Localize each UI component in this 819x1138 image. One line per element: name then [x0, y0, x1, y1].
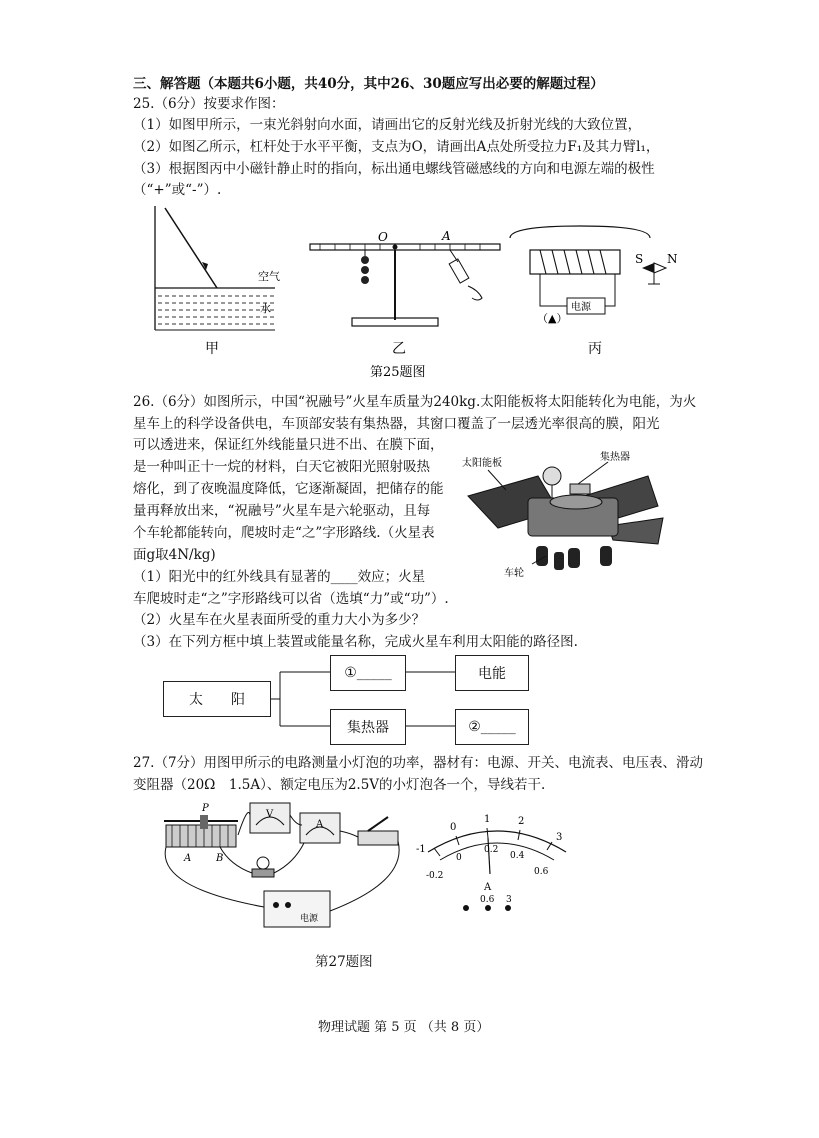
- point-a-label: A: [442, 229, 451, 243]
- section-title: 三、解答题（本题共6小题，共40分，其中26、30题应写出必要的解题过程）: [133, 76, 604, 92]
- rover-figure: [458, 448, 668, 584]
- circuit-power-label: 电源: [300, 914, 319, 924]
- q25-figures: [130, 200, 710, 390]
- q26-line4: 是一种叫正十一烷的材料，白天它被阳光照射吸热: [133, 459, 430, 475]
- dial-inner-neg: -0.2: [426, 871, 444, 881]
- voltmeter-label: V: [266, 809, 274, 820]
- dial-inner-1: 0.2: [484, 845, 499, 855]
- q27-caption: 第27题图: [315, 954, 373, 970]
- fig-bing-label: 丙: [588, 341, 602, 357]
- compass-n-label: N: [667, 252, 678, 266]
- terminal-3: 3: [506, 895, 512, 905]
- wheel-label: 车轮: [504, 568, 524, 579]
- q27-line2: 变阻器（20Ω 1.5A）、额定电压为2.5V的小灯泡各一个，导线若干.: [133, 777, 546, 793]
- slider-p-label: P: [202, 803, 209, 814]
- q25-part2: （2）如图乙所示，杠杆处于水平平衡，支点为O，请画出A点处所受拉力F₁及其力臂l₁，: [133, 139, 660, 155]
- air-label: 空气: [258, 270, 280, 283]
- dial-outer-1: 1: [484, 814, 491, 825]
- q26-line3: 可以透进来，保证红外线能量只进不出、在膜下面，: [133, 437, 444, 453]
- fig-yi-label: 乙: [392, 341, 406, 357]
- rheostat-a-label: A: [184, 853, 192, 864]
- q26-line1: 26.（6分）如图所示，中国“祝融号”火星车质量为240kg.太阳能板将太阳能转化为电能，为火: [133, 394, 697, 410]
- flow-box-blank1: ①_____: [330, 655, 406, 691]
- flow-box-blank2: ②_____: [455, 709, 529, 745]
- circuit-figure: [160, 795, 410, 935]
- q25-part1: （1）如图甲所示，一束光斜射向水面，请画出它的反射光线及折射光线的大致位置，: [133, 117, 642, 133]
- figure-yi: [310, 229, 500, 357]
- page-footer: 物理试题 第 5 页 （共 8 页）: [318, 1020, 490, 1035]
- compass-s-label: S: [635, 252, 644, 266]
- dial-outer-3: 3: [556, 832, 563, 843]
- q25-part3-cont: （“+”或“-”）.: [133, 182, 222, 198]
- flow-box-sun: 太 阳: [163, 681, 271, 717]
- collector-label: 集热器: [600, 452, 630, 463]
- dial-outer-2: 2: [518, 816, 525, 827]
- q26-line7: 个车轮都能转向，爬坡时走“之”字形路线.（火星表: [133, 525, 435, 541]
- rheostat-b-label: B: [216, 853, 224, 864]
- dial-outer-neg: -1: [416, 844, 426, 855]
- q27-line1: 27.（7分）用图甲所示的电路测量小灯泡的功率，器材有：电源、开关、电流表、电压表、滑动: [133, 755, 704, 771]
- ammeter-label: A: [316, 819, 324, 830]
- dial-inner-3: 0.6: [534, 867, 549, 877]
- dial-inner-2: 0.4: [510, 851, 525, 861]
- q25-stem: 25.（6分）按要求作图：: [133, 96, 285, 112]
- fig-jia-label: 甲: [205, 341, 219, 357]
- figure-jia: [155, 206, 280, 357]
- dial-outer-0: 0: [450, 822, 457, 833]
- q25-caption: 第25题图: [370, 365, 426, 380]
- q26-sub1b: 车爬坡时走“之”字形路线可以省（选填“力”或“功”）.: [133, 591, 449, 607]
- q26-line8: 面g取4N/kg): [133, 547, 216, 563]
- flow-box-collector: 集热器: [330, 709, 406, 745]
- solar-panel-label: 太阳能板: [462, 458, 502, 469]
- q26-sub3: （3）在下列方框中填上装置或能量名称，完成火星车利用太阳能的路径图.: [133, 634, 578, 650]
- incident-ray: [165, 208, 217, 288]
- flow-box-electric-energy: 电能: [455, 655, 529, 691]
- fulcrum-o-label: O: [378, 230, 388, 244]
- power-source-label: 电源: [571, 302, 591, 313]
- pole-mark: （▲）: [537, 312, 568, 325]
- dial-inner-0: 0: [456, 853, 462, 863]
- q26-sub1a: （1）阳光中的红外线具有显著的____效应；火星: [133, 569, 426, 585]
- figure-bing: [510, 226, 678, 357]
- q25-part3: （3）根据图丙中小磁针静止时的指向，标出通电螺线管磁感线的方向和电源左端的极性: [133, 161, 655, 177]
- terminal-06: 0.6: [480, 895, 495, 905]
- q26-line5: 熔化，到了夜晚温度降低，它逐渐凝固，把储存的能: [133, 481, 444, 497]
- q26-line2: 星车上的科学设备供电，车顶部安装有集热器，其窗口覆盖了一层透光率很高的膜，阳光: [133, 416, 660, 432]
- q26-line6: 量再释放出来，“祝融号”火星车是六轮驱动，且每: [133, 503, 431, 519]
- q26-sub2: （2）火星车在火星表面所受的重力大小为多少？: [133, 612, 426, 628]
- water-label: 水: [260, 302, 271, 315]
- ammeter-dial: [412, 808, 582, 918]
- dial-unit: A: [484, 882, 492, 893]
